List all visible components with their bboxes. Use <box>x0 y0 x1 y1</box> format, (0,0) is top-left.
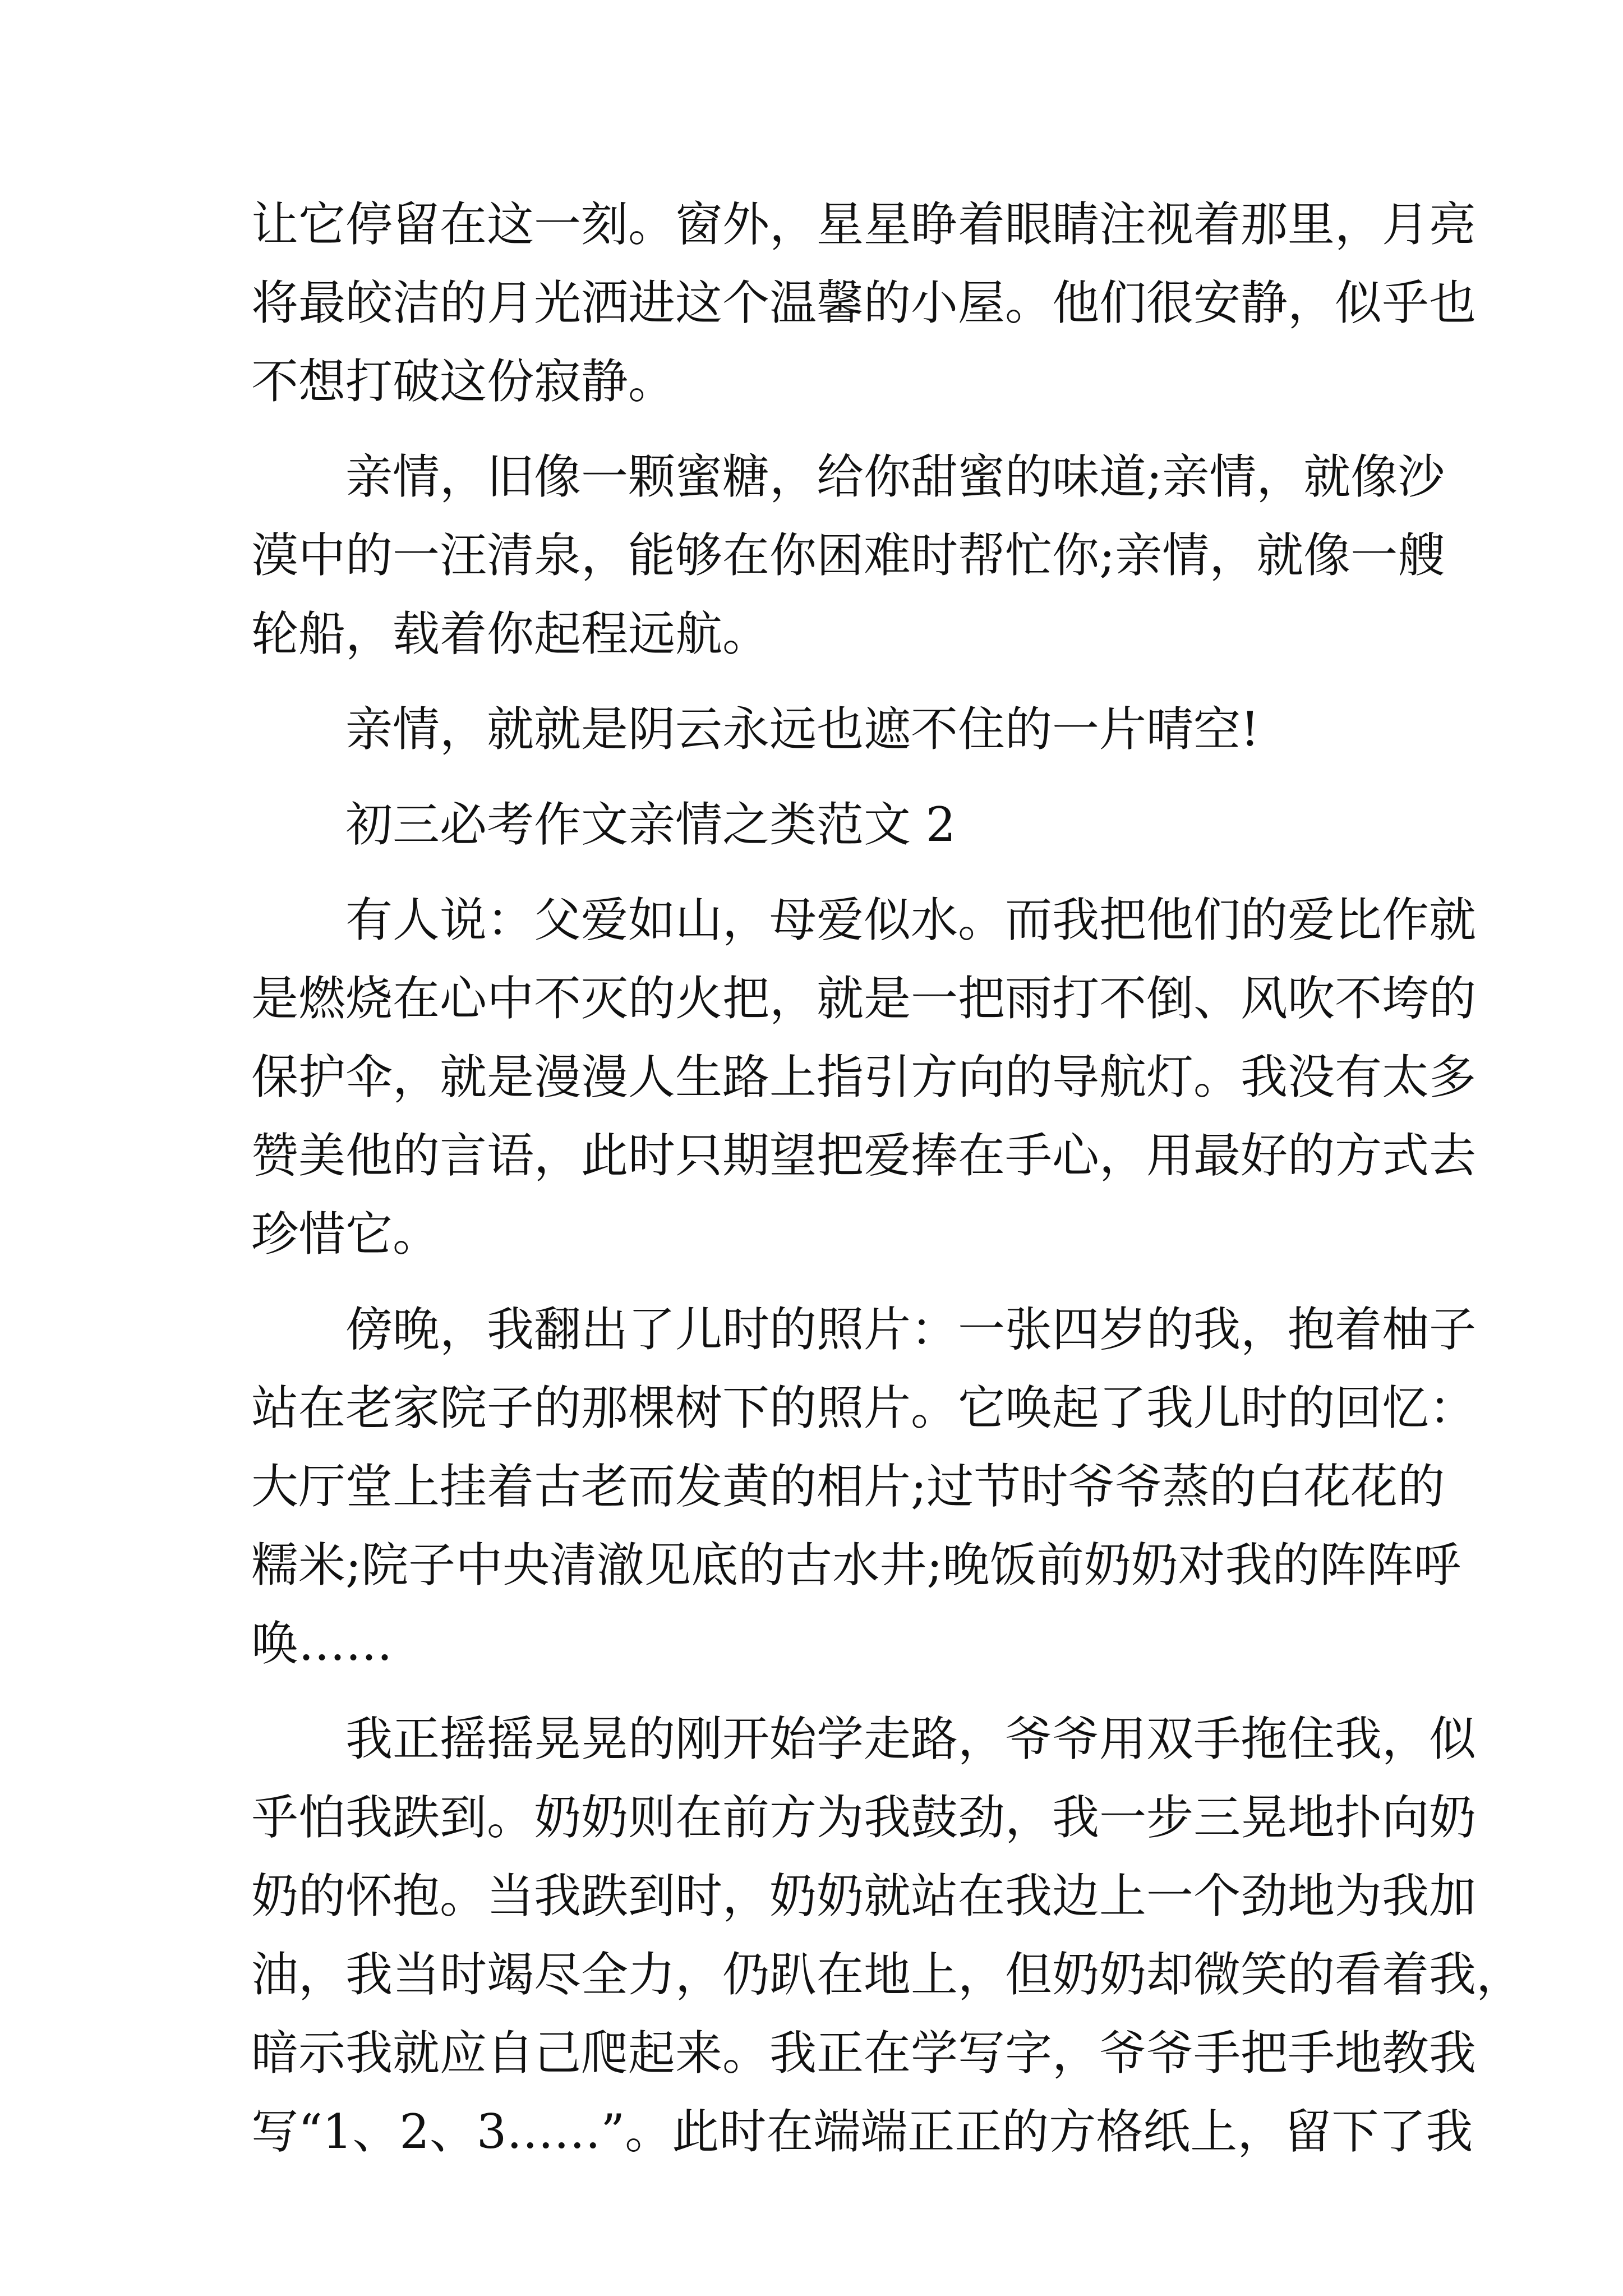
paragraph <box>251 881 1477 1273</box>
text-line: 油，我当时竭尽全力，仍趴在地上，但奶奶却微笑的看着我， <box>251 1947 1524 2002</box>
paragraph <box>251 185 1477 421</box>
text-line: 不想打破这份寂静。 <box>251 354 676 409</box>
paragraph-gap <box>251 421 1390 438</box>
text-line: 傍晚，我翻出了儿时的照片：一张四岁的我，抱着柚子 <box>345 1302 1477 1357</box>
text-line: 将最皎洁的月光洒进这个温馨的小屋。他们很安静，似乎也 <box>251 275 1477 330</box>
paragraph <box>251 1290 1477 1683</box>
text-line: 漠中的一汪清泉，能够在你困难时帮忙你;亲情，就像一艘 <box>251 528 1445 583</box>
paragraph-gap <box>251 1273 1390 1290</box>
paragraph <box>251 690 1390 769</box>
text-line: 亲情，旧像一颗蜜糖，给你甜蜜的味道;亲情，就像沙 <box>345 449 1445 504</box>
paragraph <box>251 1700 1524 2171</box>
text-line: 让它停留在这一刻。窗外，星星睁着眼睛注视着那里，月亮 <box>251 197 1477 252</box>
text-line: 赞美他的言语，此时只期望把爱捧在手心，用最好的方式去 <box>251 1128 1477 1183</box>
text-line: 乎怕我跌到。奶奶则在前方为我鼓劲，我一步三晃地扑向奶 <box>251 1790 1477 1845</box>
text-line: 珍惜它。 <box>251 1207 440 1262</box>
text-line: 亲情，就就是阴云永远也遮不住的一片晴空! <box>345 702 1260 757</box>
section-heading <box>251 785 1390 864</box>
text-line: 大厅堂上挂着古老而发黄的相片;过节时爷爷蒸的白花花的 <box>251 1459 1445 1514</box>
paragraph-gap <box>251 673 1390 690</box>
text-line: 轮船，载着你起程远航。 <box>251 606 770 661</box>
text-line: 有人说：父爱如山，母爱似水。而我把他们的爱比作就 <box>345 892 1477 947</box>
paragraph-gap <box>251 769 1390 785</box>
text-line: 糯米;院子中央清澈见底的古水井;晚饭前奶奶对我的阵阵呼 <box>251 1538 1461 1593</box>
document-body <box>251 185 1524 2171</box>
paragraph <box>251 438 1445 673</box>
text-line: 站在老家院子的那棵树下的照片。它唤起了我儿时的回忆： <box>251 1381 1477 1435</box>
text-line: 写“1、2、3……”。此时在端端正正的方格纸上，留下了我 <box>251 2104 1473 2159</box>
paragraph-gap <box>251 1683 1390 1700</box>
text-line: 唤…… <box>251 1616 393 1671</box>
text-line: 保护伞，就是漫漫人生路上指引方向的导航灯。我没有太多 <box>251 1050 1477 1105</box>
text-line: 我正摇摇晃晃的刚开始学走路，爷爷用双手拖住我，似 <box>345 1711 1477 1766</box>
paragraph-gap <box>251 864 1390 881</box>
text-line: 暗示我就应自己爬起来。我正在学写字，爷爷手把手地教我 <box>251 2026 1477 2081</box>
text-line: 是燃烧在心中不灭的火把，就是一把雨打不倒、风吹不垮的 <box>251 971 1477 1026</box>
text-line: 初三必考作文亲情之类范文 2 <box>345 797 956 852</box>
text-line: 奶的怀抱。当我跌到时，奶奶就站在我边上一个劲地为我加 <box>251 1869 1477 1924</box>
